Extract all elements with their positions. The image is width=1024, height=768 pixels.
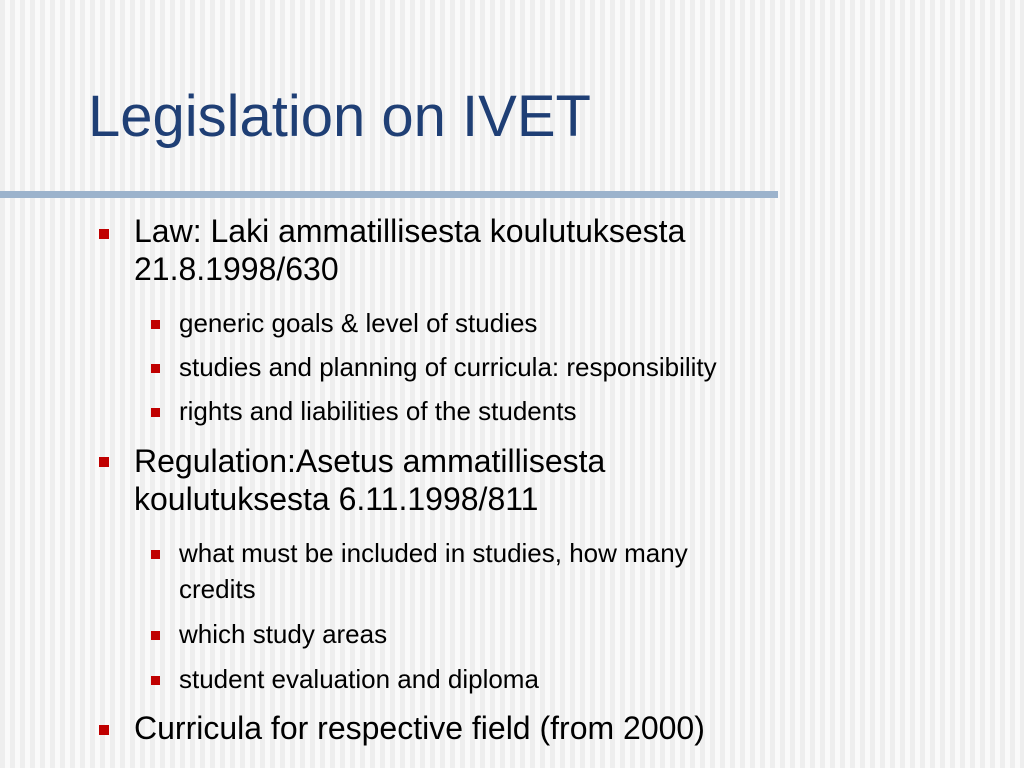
sub-bullet-marker bbox=[151, 550, 160, 559]
sub-bullet-marker bbox=[151, 631, 160, 640]
sub-bullet-marker bbox=[151, 364, 160, 373]
sub-item-included-line2: credits bbox=[179, 574, 256, 604]
sub-bullet-marker bbox=[151, 320, 160, 329]
sub-item-rights: rights and liabilities of the students bbox=[179, 396, 577, 426]
sub-item-study-areas: which study areas bbox=[179, 619, 388, 649]
sub-item-generic-goals: generic goals & level of studies bbox=[179, 308, 538, 338]
sub-item-included-line1: what must be included in studies, how many bbox=[179, 538, 688, 568]
bullet-marker bbox=[99, 229, 109, 239]
slide-title: Legislation on IVET bbox=[88, 84, 591, 149]
sub-item-curricula-responsibility: studies and planning of curricula: responsibility bbox=[179, 352, 717, 382]
bullet-item-regulation bbox=[134, 442, 605, 518]
bullet-item-regulation-line2: koulutuksesta 6.11.1998/811 bbox=[134, 481, 539, 517]
bullet-item-law-line1: Law: Laki ammatillisesta koulutuksesta bbox=[134, 213, 686, 249]
sub-bullet-marker bbox=[151, 408, 160, 417]
bullet-item-law-line2: 21.8.1998/630 bbox=[134, 251, 339, 287]
sub-bullet-marker bbox=[151, 676, 160, 685]
bullet-item-curricula: Curricula for respective field (from 2000) bbox=[134, 710, 705, 746]
sub-item-evaluation: student evaluation and diploma bbox=[179, 664, 539, 694]
sub-item-included-in-studies bbox=[179, 535, 688, 607]
bullet-item-regulation-line1: Regulation:Asetus ammatillisesta bbox=[134, 443, 606, 479]
bullet-item-law bbox=[134, 212, 685, 288]
bullet-marker bbox=[99, 457, 109, 467]
bullet-marker bbox=[99, 725, 109, 735]
